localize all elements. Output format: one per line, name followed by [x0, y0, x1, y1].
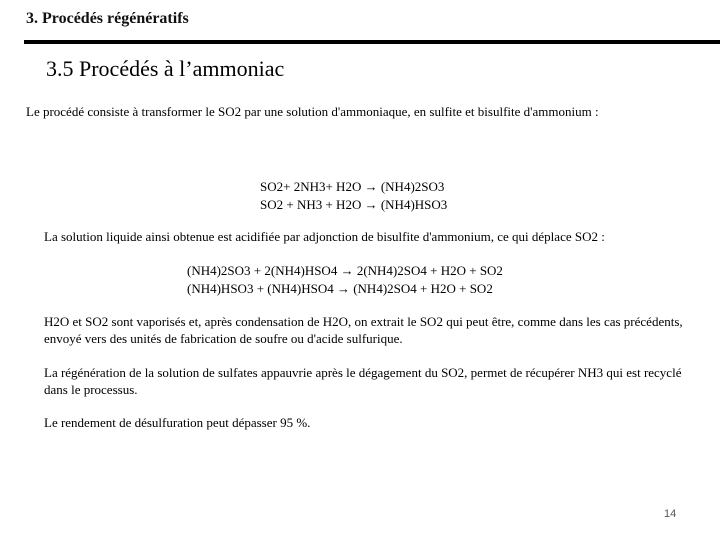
- equation-line: SO2+ 2NH3+ H2O → (NH4)2SO3: [260, 179, 445, 194]
- intro-text: Le procédé consiste à transformer le SO2 par une solution d'ammoniaque, en sulfite et bisulfite d'ammonium :: [26, 104, 599, 119]
- paragraph-vaporisation: H2O et SO2 sont vaporisés et, après condensation de H2O, on extrait le SO2 qui peut être, comme dans les cas précédents, envoyé vers des unités de fabrication de soufre ou d'acide sulfurique.: [44, 314, 683, 346]
- equation-line: (NH4)HSO3 + (NH4)HSO4 → (NH4)2SO4 + H2O + SO2: [187, 281, 493, 296]
- slide-title: 3.5 Procédés à l’ammoniac: [46, 56, 285, 81]
- paragraph-regeneration: La régénération de la solution de sulfates appauvrie après le dégagement du SO2, permet de récupérer NH3 qui est recyclé dans le processus.: [44, 365, 682, 397]
- header-divider: [24, 40, 720, 44]
- page-number: 14: [664, 508, 677, 520]
- paragraph-yield: Le rendement de désulfuration peut dépasser 95 %.: [44, 415, 311, 430]
- paragraph-acidification: La solution liquide ainsi obtenue est acidifiée par adjonction de bisulfite d'ammonium, ce qui déplace SO2 :: [44, 229, 605, 244]
- equation-line: SO2 + NH3 + H2O → (NH4)HSO3: [260, 197, 448, 212]
- reaction-equations-absorption: [260, 178, 447, 214]
- equation-line: (NH4)2SO3 + 2(NH4)HSO4 → 2(NH4)2SO4 + H2O + SO2: [187, 263, 503, 278]
- section-header: 3. Procédés régénératifs: [26, 10, 189, 27]
- reaction-equations-acidification: [187, 262, 503, 298]
